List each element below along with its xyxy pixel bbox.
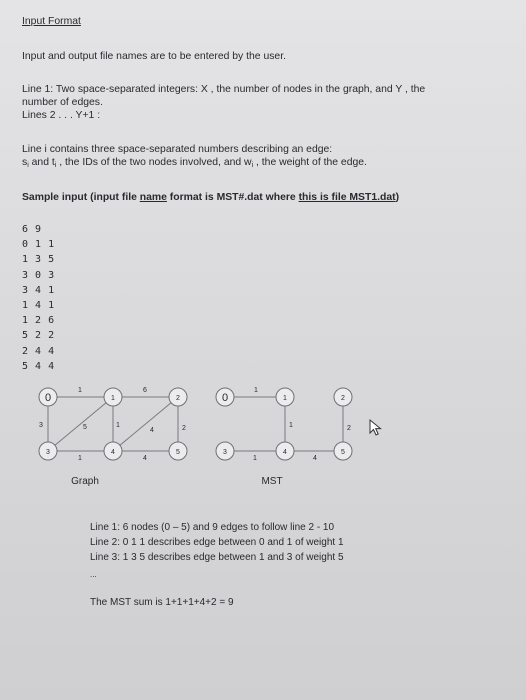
mst-node-label: 2	[341, 395, 345, 402]
graph-edge-weight: 4	[150, 427, 154, 434]
mst-node-label: 0	[221, 392, 229, 404]
graph-edge-weight: 2	[182, 425, 186, 432]
graph-edge-weight: 1	[78, 387, 82, 394]
line1-description-cont: number of edges.	[22, 97, 103, 108]
mst-caption: MST	[261, 476, 283, 487]
line1-description: Line 1: Two space-separated integers: X , the number of nodes in the graph, and Y , the	[22, 84, 426, 95]
graph-edge-weight: 5	[83, 424, 87, 431]
mouse-pointer-icon	[368, 418, 384, 436]
mst-edge-weight: 1	[253, 455, 257, 462]
graph-node-label: 0	[44, 392, 52, 404]
sample-input-line: 5 4 4	[22, 360, 55, 372]
graph-diagrams	[28, 378, 358, 493]
mst-edge-weight: 2	[347, 425, 351, 432]
lines-range: Lines 2 . . . Y+1 :	[22, 110, 101, 121]
explain-line-1: Line 1: 6 nodes (0 – 5) and 9 edges to follow line 2 - 10	[90, 522, 335, 533]
sample-input-line: 0 1 1	[22, 239, 55, 251]
mst-edge-weight: 1	[254, 387, 258, 394]
graph-edge-weight: 3	[39, 422, 43, 429]
explain-line-3: Line 3: 1 3 5 describes edge between 1 and 3 of weight 5	[90, 552, 344, 563]
sample-input-line: 5 2 2	[22, 330, 55, 342]
graph-node-label: 5	[176, 449, 180, 456]
sample-input-line: 1 4 1	[22, 300, 55, 312]
mst-edge-weight: 4	[313, 455, 317, 462]
graph-edge-weight: 1	[78, 455, 82, 462]
sample-input-heading: Sample input (input file name format is MST#.dat where this is file MST1.dat)	[22, 192, 400, 203]
graph-edge-weight: 4	[143, 455, 147, 462]
linei-description: Line i contains three space-separated numbers describing an edge:	[22, 144, 333, 155]
sample-input-line: 6 9	[22, 224, 42, 235]
mst-sum: The MST sum is 1+1+1+4+2 = 9	[90, 597, 234, 608]
mst-node-label: 3	[223, 449, 227, 456]
mst-edge-weight: 1	[289, 422, 293, 429]
mst-node-label: 5	[341, 449, 345, 456]
mst-node-label: 1	[283, 395, 287, 402]
sample-input-line: 3 0 3	[22, 269, 55, 281]
intro-text: Input and output file names are to be entered by the user.	[22, 51, 286, 62]
graph-edge-weight: 6	[143, 387, 147, 394]
graph-edge-weight: 1	[116, 422, 120, 429]
graph-node-label: 1	[111, 395, 115, 402]
sample-input-line: 3 4 1	[22, 284, 55, 296]
explain-line-2: Line 2: 0 1 1 describes edge between 0 and 1 of weight 1	[90, 537, 344, 548]
sample-input-line: 1 3 5	[22, 254, 55, 266]
graph-node-label: 3	[46, 449, 50, 456]
heading: Input Format	[22, 16, 81, 27]
sample-input-line: 2 4 4	[22, 345, 55, 357]
linei-fields: $s_i$ and $t_i$ , the IDs of the two nodes involved, and $w_i$ , the weight of the edge.	[22, 157, 367, 169]
sample-input-line: 1 2 6	[22, 315, 55, 327]
sample-input-block	[22, 222, 55, 374]
ellipsis: ...	[90, 570, 97, 579]
mst-node-label: 4	[283, 449, 287, 456]
graph-caption: Graph	[71, 476, 99, 487]
graph-node-label: 4	[111, 449, 115, 456]
graph-node-label: 2	[176, 395, 180, 402]
